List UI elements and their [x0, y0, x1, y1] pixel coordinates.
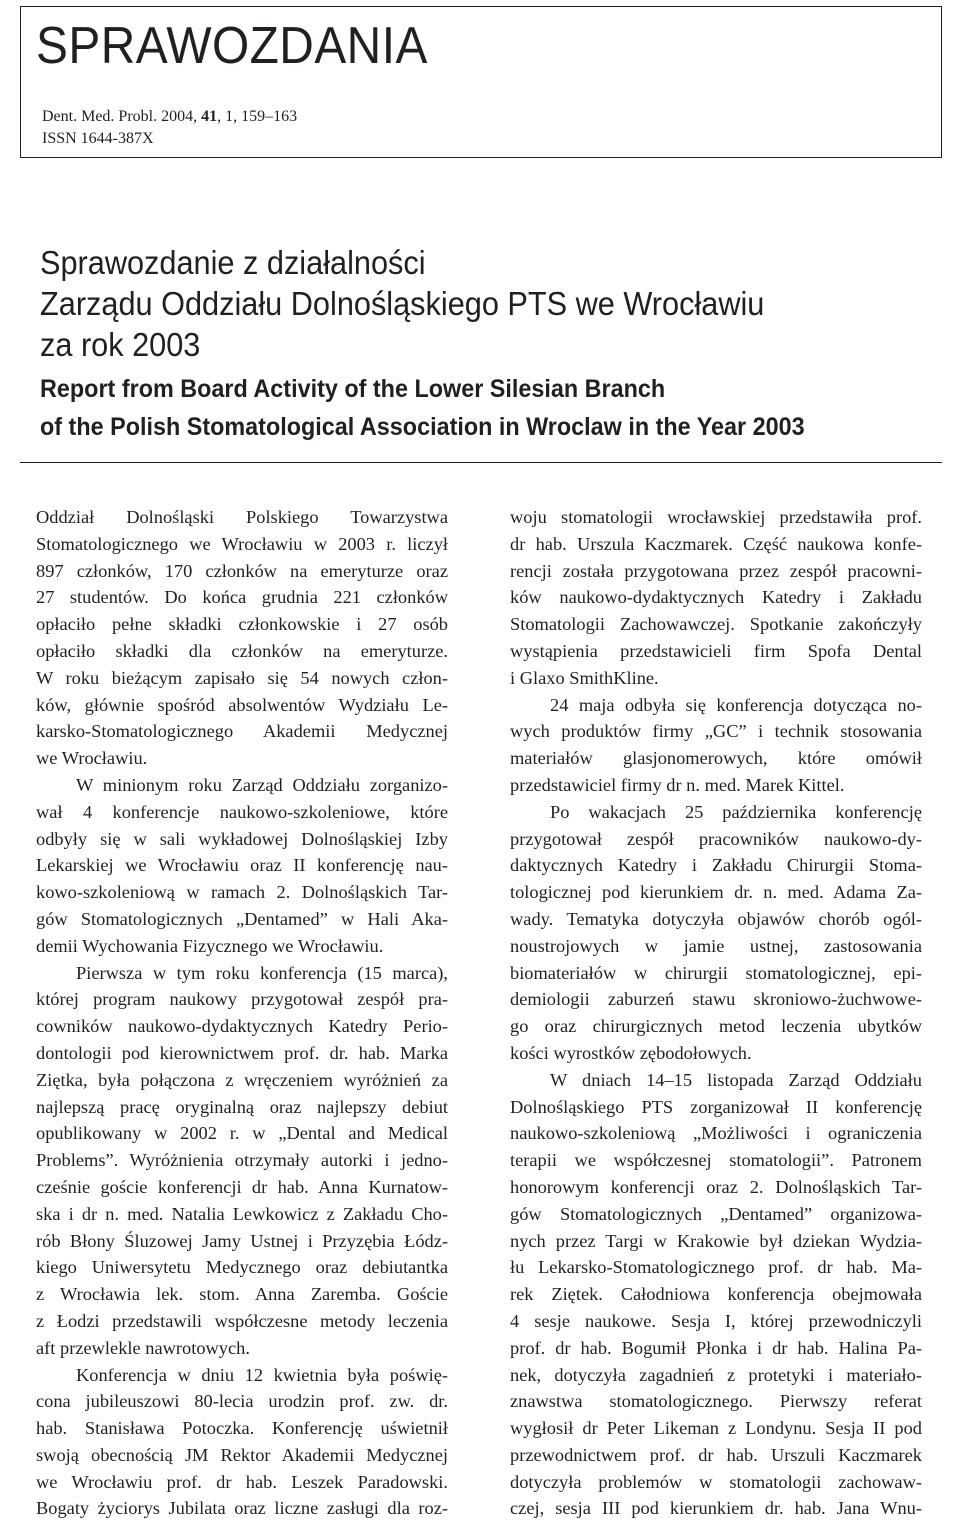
text-line: 24 maja odbyła się konferencja dotycząca no-: [510, 692, 922, 719]
text-line: rencji została przygotowana przez zespół pracowni-: [510, 558, 922, 585]
citation-line: [42, 106, 297, 128]
text-line: z Wrocławia lek. stom. Anna Zaremba. Goście: [36, 1281, 448, 1308]
text-line: Stomatologicznego we Wrocławiu w 2003 r. liczył: [36, 531, 448, 558]
paragraph: [36, 504, 448, 772]
text-line: Oddział Dolnośląski Polskiego Towarzystwa: [36, 504, 448, 531]
body-column-right: [510, 504, 922, 1522]
text-line: z Łodzi przedstawili współczesne metody leczenia: [36, 1308, 448, 1335]
text-line: ska i dr n. med. Natalia Lewkowicz z Zakładu Cho-: [36, 1201, 448, 1228]
citation-suffix: , 1, 159–163: [217, 108, 297, 125]
text-line: we Wrocławiu prof. dr hab. Leszek Paradowski.: [36, 1469, 448, 1496]
text-line: wystąpienia przedstawicieli firm Spofa Dental: [510, 638, 922, 665]
paragraph: [36, 772, 448, 960]
text-line: woju stomatologii wrocławskiej przedstawiła prof.: [510, 504, 922, 531]
section-title: SPRAWOZDANIA: [36, 16, 428, 76]
text-line: aft przewlekle nawrotowych.: [36, 1335, 448, 1362]
text-line: której program naukowy przygotował zespół pra-: [36, 986, 448, 1013]
text-line: znawstwa stomatologicznego. Pierwszy referat: [510, 1388, 922, 1415]
text-line: i Glaxo SmithKline.: [510, 665, 922, 692]
text-line: nek, dotyczyła zagadnień z protetyki i materiało-: [510, 1362, 922, 1389]
journal-info: [42, 106, 297, 150]
text-line: wady. Tematyka dotyczyła objawów chorób ogól-: [510, 906, 922, 933]
text-line: Po wakacjach 25 października konferencję: [510, 799, 922, 826]
text-line: przedstawiciel firmy dr n. med. Marek Kittel.: [510, 772, 922, 799]
text-line: W minionym roku Zarząd Oddziału zorganizo-: [36, 772, 448, 799]
paragraph: [510, 504, 922, 692]
text-line: kości wyrostków zębodołowych.: [510, 1040, 922, 1067]
text-line: czej, sesja III pod kierunkiem dr. hab. Jana Wnu-: [510, 1495, 922, 1522]
citation-prefix: Dent. Med. Probl. 2004,: [42, 108, 201, 125]
title-en-line: Report from Board Activity of the Lower Silesian Branch: [40, 370, 882, 408]
text-line: Dolnośląskiego PTS zorganizował II konferencję: [510, 1094, 922, 1121]
text-line: demiologii zaburzeń stawu skroniowo-żuchwowe-: [510, 986, 922, 1013]
text-line: materiałów glasjonomerowych, które omówił: [510, 745, 922, 772]
text-line: dontologii pod kierownictwem prof. dr. hab. Marka: [36, 1040, 448, 1067]
text-line: wygłosił dr Peter Likeman z Londynu. Sesja II pod: [510, 1415, 922, 1442]
text-line: kowo-szkoleniową w ramach 2. Dolnośląskich Tar-: [36, 879, 448, 906]
text-line: tologicznej pod kierunkiem dr. n. med. Adama Za-: [510, 879, 922, 906]
text-line: noustrojowych w jamie ustnej, zastosowania: [510, 933, 922, 960]
text-line: hab. Stanisława Potoczka. Konferencję uświetnił: [36, 1415, 448, 1442]
text-line: daktycznych Katedry i Zakładu Chirurgii Stoma-: [510, 852, 922, 879]
text-line: naukowo-szkoleniową „Możliwości i ograniczenia: [510, 1120, 922, 1147]
text-line: opłaciło pełne składki członkowskie i 27 osób: [36, 611, 448, 638]
text-line: łu Lekarsko-Stomatologicznego prof. dr hab. Ma-: [510, 1254, 922, 1281]
text-line: gów Stomatologicznych „Dentamed” w Hali Aka-: [36, 906, 448, 933]
text-line: cześnie goście konferencji dr hab. Anna Kurnatow-: [36, 1174, 448, 1201]
text-line: dotyczyła problemów w stomatologii zachowaw-: [510, 1469, 922, 1496]
text-line: Lekarskiej we Wrocławiu oraz II konferencję nau-: [36, 852, 448, 879]
title-en-line: of the Polish Stomatological Association in Wroclaw in the Year 2003: [40, 408, 882, 446]
text-line: Ziętka, była połączona z wręczeniem wyróżnień za: [36, 1067, 448, 1094]
body-column-left: [36, 504, 448, 1522]
text-line: W roku bieżącym zapisało się 54 nowych człon-: [36, 665, 448, 692]
text-line: Problems”. Wyróżnienia otrzymały autorki i jedno-: [36, 1147, 448, 1174]
text-line: biomateriałów w chirurgii stomatologicznej, epi-: [510, 960, 922, 987]
paragraph: [36, 1362, 448, 1522]
text-line: gów Stomatologicznych „Dentamed” organizowa-: [510, 1201, 922, 1228]
text-line: 897 członków, 170 członków na emeryturze oraz: [36, 558, 448, 585]
article-title-polish: [40, 242, 877, 365]
text-line: cona jubileuszowi 80-lecia urodzin prof. zw. dr.: [36, 1388, 448, 1415]
text-line: rek Ziętek. Całodniowa konferencja obejmowała: [510, 1281, 922, 1308]
text-line: Bogaty życiorys Jubilata oraz liczne zasługi dla roz-: [36, 1495, 448, 1522]
text-line: opłaciło składki dla członków na emeryturze.: [36, 638, 448, 665]
text-line: cowników naukowo-dydaktycznych Katedry Perio-: [36, 1013, 448, 1040]
text-line: swoją obecnością JM Rektor Akademii Medycznej: [36, 1442, 448, 1469]
citation-volume: 41: [201, 108, 217, 125]
text-line: ków, głównie spośród absolwentów Wydziału Le-: [36, 692, 448, 719]
text-line: przewodnictwem prof. dr hab. Urszuli Kaczmarek: [510, 1442, 922, 1469]
text-line: demii Wychowania Fizycznego we Wrocławiu.: [36, 933, 448, 960]
text-line: dr hab. Urszula Kaczmarek. Część naukowa konfe-: [510, 531, 922, 558]
paragraph: [510, 799, 922, 1067]
text-line: honorowym konferencji oraz 2. Dolnośląskich Tar-: [510, 1174, 922, 1201]
text-line: 27 studentów. Do końca grudnia 221 członków: [36, 584, 448, 611]
text-line: terapii we współczesnej stomatologii”. Patronem: [510, 1147, 922, 1174]
text-line: najlepszą pracę oryginalną oraz najlepszy debiut: [36, 1094, 448, 1121]
article-title-english: [40, 370, 882, 446]
text-line: Pierwsza w tym roku konferencja (15 marca),: [36, 960, 448, 987]
text-line: we Wrocławiu.: [36, 745, 448, 772]
paragraph: [36, 960, 448, 1362]
text-line: Konferencja w dniu 12 kwietnia była poświę-: [36, 1362, 448, 1389]
issn: ISSN 1644-387X: [42, 128, 297, 150]
text-line: Stomatologii Zachowawczej. Spotkanie zakończyły: [510, 611, 922, 638]
text-line: przygotował zespół pracowników naukowo-dy-: [510, 826, 922, 853]
title-pl-line: Sprawozdanie z działalności: [40, 242, 877, 283]
text-line: rób Błony Śluzowej Jamy Ustnej i Przyzębia Łódz-: [36, 1228, 448, 1255]
text-line: ków naukowo-dydaktycznych Katedry i Zakładu: [510, 584, 922, 611]
text-line: 4 sesje naukowe. Sesja I, której przewodniczyli: [510, 1308, 922, 1335]
title-pl-line: za rok 2003: [40, 324, 877, 365]
text-line: kiego Uniwersytetu Medycznego oraz debiutantka: [36, 1254, 448, 1281]
text-line: go oraz chirurgicznych metod leczenia ubytków: [510, 1013, 922, 1040]
paragraph: [510, 692, 922, 799]
title-pl-line: Zarządu Oddziału Dolnośląskiego PTS we Wrocławiu: [40, 283, 877, 324]
text-line: odbyły się w sali wykładowej Dolnośląskiej Izby: [36, 826, 448, 853]
text-line: prof. dr hab. Bogumił Płonka i dr hab. Halina Pa-: [510, 1335, 922, 1362]
divider-rule: [20, 462, 942, 463]
text-line: nych przez Targi w Krakowie był dziekan Wydzia-: [510, 1228, 922, 1255]
text-line: opublikowany w 2002 r. w „Dental and Medical: [36, 1120, 448, 1147]
text-line: wych produktów firmy „GC” i technik stosowania: [510, 718, 922, 745]
paragraph: [510, 1067, 922, 1522]
text-line: wał 4 konferencje naukowo-szkoleniowe, które: [36, 799, 448, 826]
text-line: W dniach 14–15 listopada Zarząd Oddziału: [510, 1067, 922, 1094]
text-line: karsko-Stomatologicznego Akademii Medycznej: [36, 718, 448, 745]
